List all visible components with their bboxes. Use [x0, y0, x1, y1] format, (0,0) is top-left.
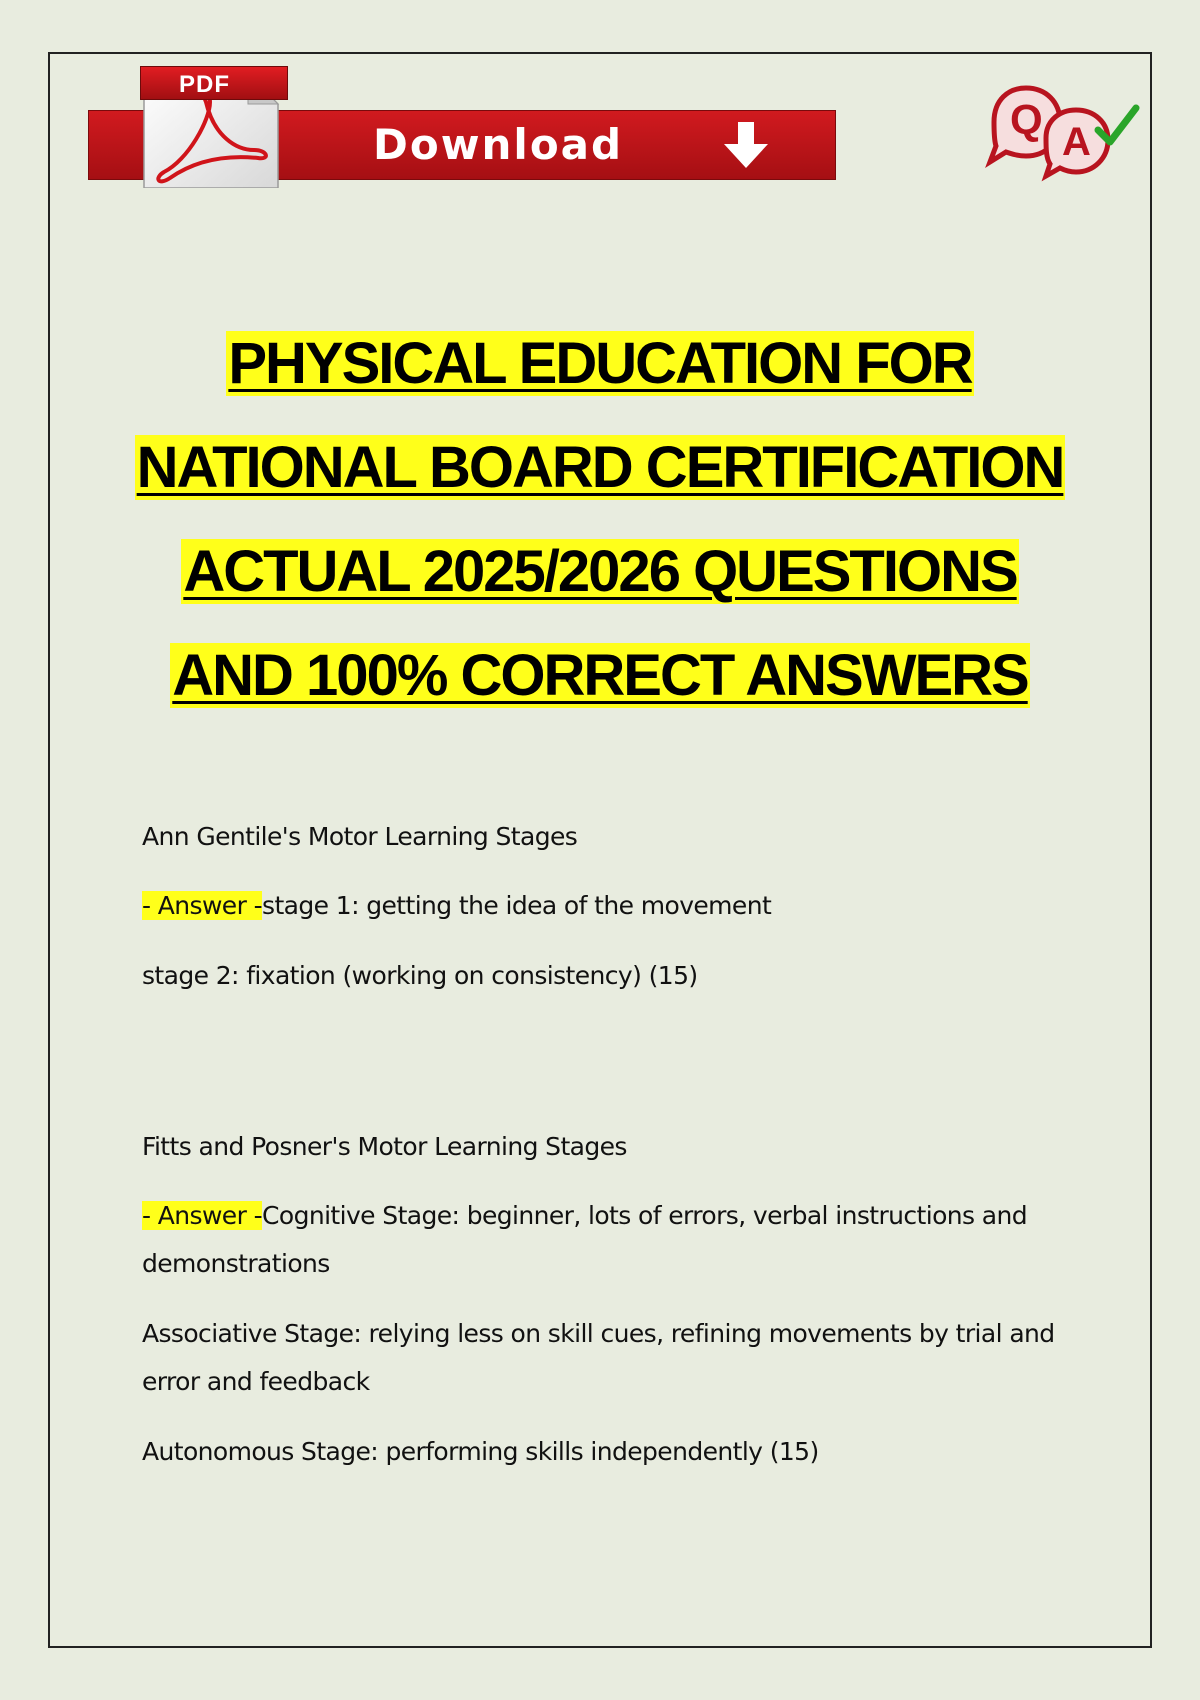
answer-line: Associative Stage: relying less on skill cues, refining movements by trial and error and feedback [142, 1319, 1055, 1396]
answer-tag: - Answer - [142, 1201, 263, 1230]
download-banner[interactable] [88, 64, 836, 190]
download-label[interactable]: Download [373, 120, 624, 169]
question-text: Ann Gentile's Motor Learning Stages [142, 822, 578, 851]
checkmark-icon [1092, 102, 1142, 152]
spacer [142, 1022, 1072, 1122]
pdf-tab [140, 66, 288, 100]
pdf-label: PDF [179, 71, 230, 98]
title-line: ACTUAL 2025/2026 QUESTIONS [183, 539, 1017, 604]
qa-logo [980, 82, 1142, 186]
title-line: NATIONAL BOARD CERTIFICATION [136, 435, 1064, 500]
title-line: PHYSICAL EDUCATION FOR [228, 331, 972, 396]
a-letter: A [1062, 120, 1091, 164]
q-letter: Q [1010, 96, 1043, 143]
down-arrow-icon[interactable] [718, 120, 774, 172]
title-line: AND 100% CORRECT ANSWERS [172, 643, 1028, 708]
answer-line [142, 882, 1072, 930]
answer-tag: - Answer - [142, 891, 263, 920]
qa-list [142, 812, 1072, 1498]
answer-line [142, 1192, 1072, 1288]
document-title [60, 312, 1140, 728]
qa-item [142, 812, 1072, 1000]
pdf-file-icon [140, 64, 282, 188]
answer-line: stage 2: fixation (working on consistency) (15) [142, 961, 698, 990]
question-text: Fitts and Posner's Motor Learning Stages [142, 1132, 627, 1161]
answer-text: stage 1: getting the idea of the movement [262, 891, 772, 920]
answer-line: Autonomous Stage: performing skills independently (15) [142, 1437, 819, 1466]
qa-item [142, 1122, 1072, 1476]
answer-text: Cognitive Stage: beginner, lots of errors, verbal instructions and demonstrations [142, 1201, 1028, 1278]
